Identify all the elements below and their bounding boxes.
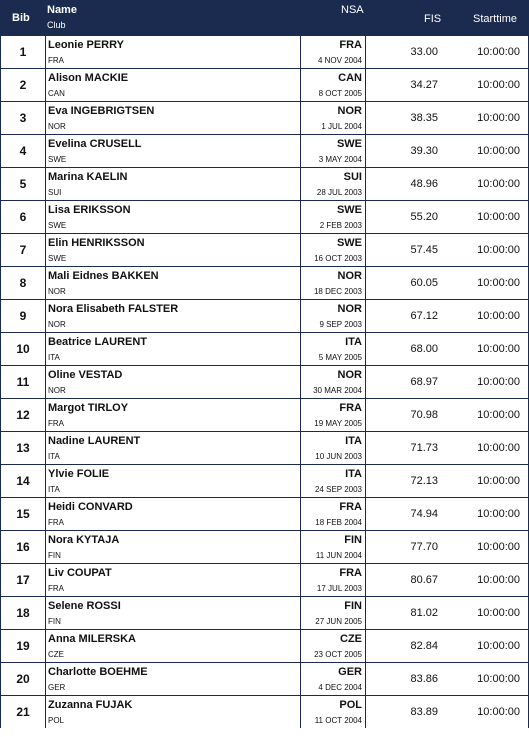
column-divider <box>365 597 366 629</box>
table-row <box>1 530 528 563</box>
bib-number: 7 <box>19 243 27 257</box>
fis-points: 80.67 <box>410 574 438 586</box>
athlete-club: GER <box>48 683 66 692</box>
table-row <box>1 68 528 101</box>
athlete-name: Zuzanna FUJAK <box>48 699 133 711</box>
athlete-name: Margot TIRLOY <box>48 402 129 414</box>
table-body <box>1 35 528 728</box>
start-time: 10:00:00 <box>477 79 520 91</box>
column-divider <box>45 531 46 563</box>
athlete-nsa: SWE <box>336 138 362 150</box>
athlete-club: FIN <box>48 551 61 560</box>
bib-number: 4 <box>19 144 27 158</box>
start-time: 10:00:00 <box>477 211 520 223</box>
bib-number: 17 <box>16 573 30 587</box>
column-divider <box>45 465 46 497</box>
bib-number: 21 <box>16 705 30 719</box>
column-divider <box>365 267 366 299</box>
table-row <box>1 233 528 266</box>
table-row <box>1 332 528 365</box>
athlete-club: SWE <box>48 155 67 164</box>
column-divider <box>45 168 46 200</box>
table-row <box>1 134 528 167</box>
column-divider <box>45 201 46 233</box>
athlete-birthdate: 2 FEB 2003 <box>319 221 362 230</box>
column-divider <box>45 498 46 530</box>
fis-points: 70.98 <box>410 409 438 421</box>
header-starttime: Starttime <box>473 13 518 25</box>
athlete-birthdate: 4 DEC 2004 <box>318 683 362 692</box>
table-row <box>1 365 528 398</box>
start-time: 10:00:00 <box>477 376 520 388</box>
bib-number: 11 <box>16 375 30 389</box>
athlete-club: FRA <box>48 584 64 593</box>
column-divider <box>45 630 46 662</box>
fis-points: 77.70 <box>410 541 438 553</box>
column-divider <box>365 366 366 398</box>
column-divider <box>300 564 301 596</box>
column-divider <box>45 564 46 596</box>
column-divider <box>365 696 366 728</box>
column-divider <box>45 267 46 299</box>
table-row <box>1 266 528 299</box>
column-divider <box>300 234 301 266</box>
column-divider <box>45 300 46 332</box>
athlete-club: FRA <box>48 419 64 428</box>
table-row <box>1 464 528 497</box>
table-row <box>1 398 528 431</box>
athlete-club: ITA <box>48 485 60 494</box>
athlete-nsa: FIN <box>344 534 362 546</box>
column-divider <box>300 696 301 728</box>
athlete-birthdate: 27 JUN 2005 <box>315 617 362 626</box>
start-time: 10:00:00 <box>477 640 520 652</box>
column-divider <box>365 498 366 530</box>
athlete-name: Nadine LAURENT <box>48 435 141 447</box>
column-divider <box>300 102 301 134</box>
athlete-birthdate: 3 MAY 2004 <box>318 155 362 164</box>
athlete-club: NOR <box>48 122 66 131</box>
athlete-name: Elin HENRIKSSON <box>48 237 145 249</box>
athlete-club: SWE <box>48 221 67 230</box>
start-time: 10:00:00 <box>477 244 520 256</box>
column-divider <box>365 399 366 431</box>
athlete-nsa: POL <box>339 699 362 711</box>
table-row <box>1 629 528 662</box>
column-divider <box>45 36 46 68</box>
fis-points: 81.02 <box>410 607 438 619</box>
column-divider <box>45 135 46 167</box>
athlete-birthdate: 10 JUN 2003 <box>315 452 362 461</box>
athlete-name: Alison MACKIE <box>48 72 129 84</box>
athlete-birthdate: 19 MAY 2005 <box>314 419 362 428</box>
column-divider <box>300 531 301 563</box>
column-divider <box>365 36 366 68</box>
athlete-birthdate: 16 OCT 2003 <box>314 254 362 263</box>
athlete-nsa: CZE <box>340 633 362 645</box>
table-row <box>1 662 528 695</box>
column-divider <box>300 399 301 431</box>
table-header <box>1 0 528 35</box>
fis-points: 74.94 <box>410 508 438 520</box>
fis-points: 39.30 <box>410 145 438 157</box>
start-time: 10:00:00 <box>477 442 520 454</box>
athlete-nsa: FRA <box>339 501 362 513</box>
athlete-nsa: GER <box>338 666 362 678</box>
column-divider <box>365 135 366 167</box>
column-divider <box>365 465 366 497</box>
fis-points: 48.96 <box>410 178 438 190</box>
header-fis: FIS <box>424 13 442 25</box>
athlete-nsa: SWE <box>336 237 362 249</box>
column-divider <box>300 135 301 167</box>
start-time: 10:00:00 <box>477 475 520 487</box>
column-divider <box>300 498 301 530</box>
athlete-birthdate: 4 NOV 2004 <box>317 56 362 65</box>
athlete-birthdate: 30 MAR 2004 <box>313 386 362 395</box>
column-divider <box>300 465 301 497</box>
column-divider <box>300 366 301 398</box>
column-divider <box>45 597 46 629</box>
column-divider <box>300 267 301 299</box>
table-row <box>1 35 528 68</box>
bib-number: 13 <box>16 441 30 455</box>
athlete-nsa: SUI <box>343 171 362 183</box>
column-divider <box>365 564 366 596</box>
column-divider <box>365 531 366 563</box>
athlete-nsa: FRA <box>339 39 362 51</box>
athlete-name: Charlotte BOEHME <box>48 666 148 678</box>
athlete-birthdate: 5 MAY 2005 <box>318 353 362 362</box>
table-row <box>1 200 528 233</box>
athlete-club: FIN <box>48 617 61 626</box>
column-divider <box>45 432 46 464</box>
start-time: 10:00:00 <box>477 46 520 58</box>
athlete-nsa: FRA <box>339 402 362 414</box>
column-divider <box>300 168 301 200</box>
start-time: 10:00:00 <box>477 145 520 157</box>
column-divider <box>365 234 366 266</box>
fis-points: 60.05 <box>410 277 438 289</box>
athlete-nsa: NOR <box>337 105 362 117</box>
athlete-nsa: NOR <box>337 369 362 381</box>
athlete-birthdate: 9 SEP 2003 <box>319 320 362 329</box>
fis-points: 82.84 <box>410 640 438 652</box>
column-divider <box>365 432 366 464</box>
athlete-birthdate: 23 OCT 2005 <box>314 650 362 659</box>
athlete-club: ITA <box>48 353 60 362</box>
table-row <box>1 596 528 629</box>
bib-number: 6 <box>19 210 27 224</box>
athlete-name: Mali Eidnes BAKKEN <box>48 270 159 282</box>
athlete-birthdate: 24 SEP 2003 <box>314 485 362 494</box>
athlete-club: FRA <box>48 518 64 527</box>
bib-number: 16 <box>16 540 30 554</box>
bib-number: 1 <box>19 45 27 59</box>
athlete-club: CZE <box>48 650 64 659</box>
column-divider <box>45 333 46 365</box>
start-time: 10:00:00 <box>477 706 520 718</box>
header-name: Name <box>47 4 77 16</box>
athlete-nsa: ITA <box>345 336 362 348</box>
column-divider <box>45 696 46 728</box>
start-time: 10:00:00 <box>477 541 520 553</box>
athlete-name: Leonie PERRY <box>48 39 124 51</box>
column-divider <box>45 234 46 266</box>
athlete-birthdate: 18 FEB 2004 <box>315 518 362 527</box>
bib-number: 2 <box>19 78 27 92</box>
table-row <box>1 497 528 530</box>
athlete-birthdate: 18 DEC 2003 <box>313 287 362 296</box>
start-time: 10:00:00 <box>477 112 520 124</box>
column-divider <box>300 36 301 68</box>
fis-points: 38.35 <box>410 112 438 124</box>
column-divider <box>300 333 301 365</box>
athlete-name: Marina KAELIN <box>48 171 128 183</box>
column-divider <box>300 663 301 695</box>
start-time: 10:00:00 <box>477 508 520 520</box>
start-time: 10:00:00 <box>477 277 520 289</box>
fis-points: 72.13 <box>410 475 438 487</box>
athlete-birthdate: 1 JUL 2004 <box>321 122 362 131</box>
athlete-name: Eva INGEBRIGTSEN <box>48 105 155 117</box>
table-row <box>1 101 528 134</box>
fis-points: 83.89 <box>410 706 438 718</box>
athlete-nsa: ITA <box>345 468 362 480</box>
start-time: 10:00:00 <box>477 607 520 619</box>
table-row <box>1 563 528 596</box>
column-divider <box>365 168 366 200</box>
athlete-birthdate: 8 OCT 2005 <box>318 89 362 98</box>
athlete-name: Lisa ERIKSSON <box>48 204 131 216</box>
bib-number: 18 <box>16 606 30 620</box>
column-divider <box>365 201 366 233</box>
bib-number: 5 <box>19 177 27 191</box>
table-row <box>1 695 528 728</box>
athlete-name: Evelina CRUSELL <box>48 138 142 150</box>
column-divider <box>365 630 366 662</box>
header-club: Club <box>47 20 66 30</box>
athlete-club: SWE <box>48 254 67 263</box>
athlete-nsa: NOR <box>337 270 362 282</box>
fis-points: 68.00 <box>410 343 438 355</box>
column-divider <box>45 69 46 101</box>
athlete-club: NOR <box>48 320 66 329</box>
column-divider <box>300 300 301 332</box>
athlete-nsa: CAN <box>338 72 362 84</box>
athlete-name: Nora KYTAJA <box>48 534 120 546</box>
fis-points: 83.86 <box>410 673 438 685</box>
athlete-club: NOR <box>48 386 66 395</box>
table-row <box>1 299 528 332</box>
start-time: 10:00:00 <box>477 343 520 355</box>
athlete-birthdate: 28 JUL 2003 <box>316 188 362 197</box>
athlete-name: Beatrice LAURENT <box>48 336 148 348</box>
athlete-club: CAN <box>48 89 65 98</box>
athlete-birthdate: 11 JUN 2004 <box>315 551 362 560</box>
fis-points: 34.27 <box>410 79 438 91</box>
start-time: 10:00:00 <box>477 673 520 685</box>
column-divider <box>45 663 46 695</box>
fis-points: 71.73 <box>410 442 438 454</box>
column-divider <box>300 201 301 233</box>
athlete-club: ITA <box>48 452 60 461</box>
start-time: 10:00:00 <box>477 409 520 421</box>
fis-points: 68.97 <box>410 376 438 388</box>
column-divider <box>365 333 366 365</box>
athlete-club: SUI <box>48 188 62 197</box>
athlete-name: Heidi CONVARD <box>48 501 133 513</box>
bib-number: 3 <box>19 111 27 125</box>
start-time: 10:00:00 <box>477 178 520 190</box>
column-divider <box>365 102 366 134</box>
column-divider <box>300 630 301 662</box>
bib-number: 9 <box>19 309 27 323</box>
column-divider <box>300 432 301 464</box>
athlete-nsa: SWE <box>336 204 362 216</box>
athlete-nsa: FIN <box>344 600 362 612</box>
bib-number: 19 <box>16 639 30 653</box>
athlete-name: Ylvie FOLIE <box>48 468 110 480</box>
table-row <box>1 167 528 200</box>
athlete-name: Oline VESTAD <box>48 369 123 381</box>
bib-number: 10 <box>16 342 30 356</box>
bib-number: 8 <box>19 276 27 290</box>
header-bib: Bib <box>12 12 30 24</box>
start-time: 10:00:00 <box>477 310 520 322</box>
fis-points: 57.45 <box>410 244 438 256</box>
athlete-nsa: FRA <box>339 567 362 579</box>
bib-number: 15 <box>16 507 30 521</box>
column-divider <box>45 366 46 398</box>
athlete-name: Anna MILERSKA <box>48 633 136 645</box>
column-divider <box>365 663 366 695</box>
fis-points: 33.00 <box>410 46 438 58</box>
start-time: 10:00:00 <box>477 574 520 586</box>
bib-number: 12 <box>16 408 30 422</box>
column-divider <box>45 102 46 134</box>
column-divider <box>365 69 366 101</box>
bib-number: 14 <box>16 474 30 488</box>
athlete-club: POL <box>48 716 65 725</box>
athlete-birthdate: 17 JUL 2003 <box>316 584 362 593</box>
bib-number: 20 <box>16 672 30 686</box>
column-divider <box>365 300 366 332</box>
athlete-club: FRA <box>48 56 64 65</box>
athlete-nsa: NOR <box>337 303 362 315</box>
header-nsa: NSA <box>341 4 364 16</box>
athlete-club: NOR <box>48 287 66 296</box>
athlete-nsa: ITA <box>345 435 362 447</box>
athlete-birthdate: 11 OCT 2004 <box>314 716 362 725</box>
table-row <box>1 431 528 464</box>
athlete-name: Selene ROSSI <box>48 600 121 612</box>
column-divider <box>300 597 301 629</box>
athlete-name: Nora Elisabeth FALSTER <box>48 303 179 315</box>
column-divider <box>45 399 46 431</box>
athlete-name: Liv COUPAT <box>48 567 112 579</box>
fis-points: 67.12 <box>410 310 438 322</box>
fis-points: 55.20 <box>410 211 438 223</box>
column-divider <box>300 69 301 101</box>
